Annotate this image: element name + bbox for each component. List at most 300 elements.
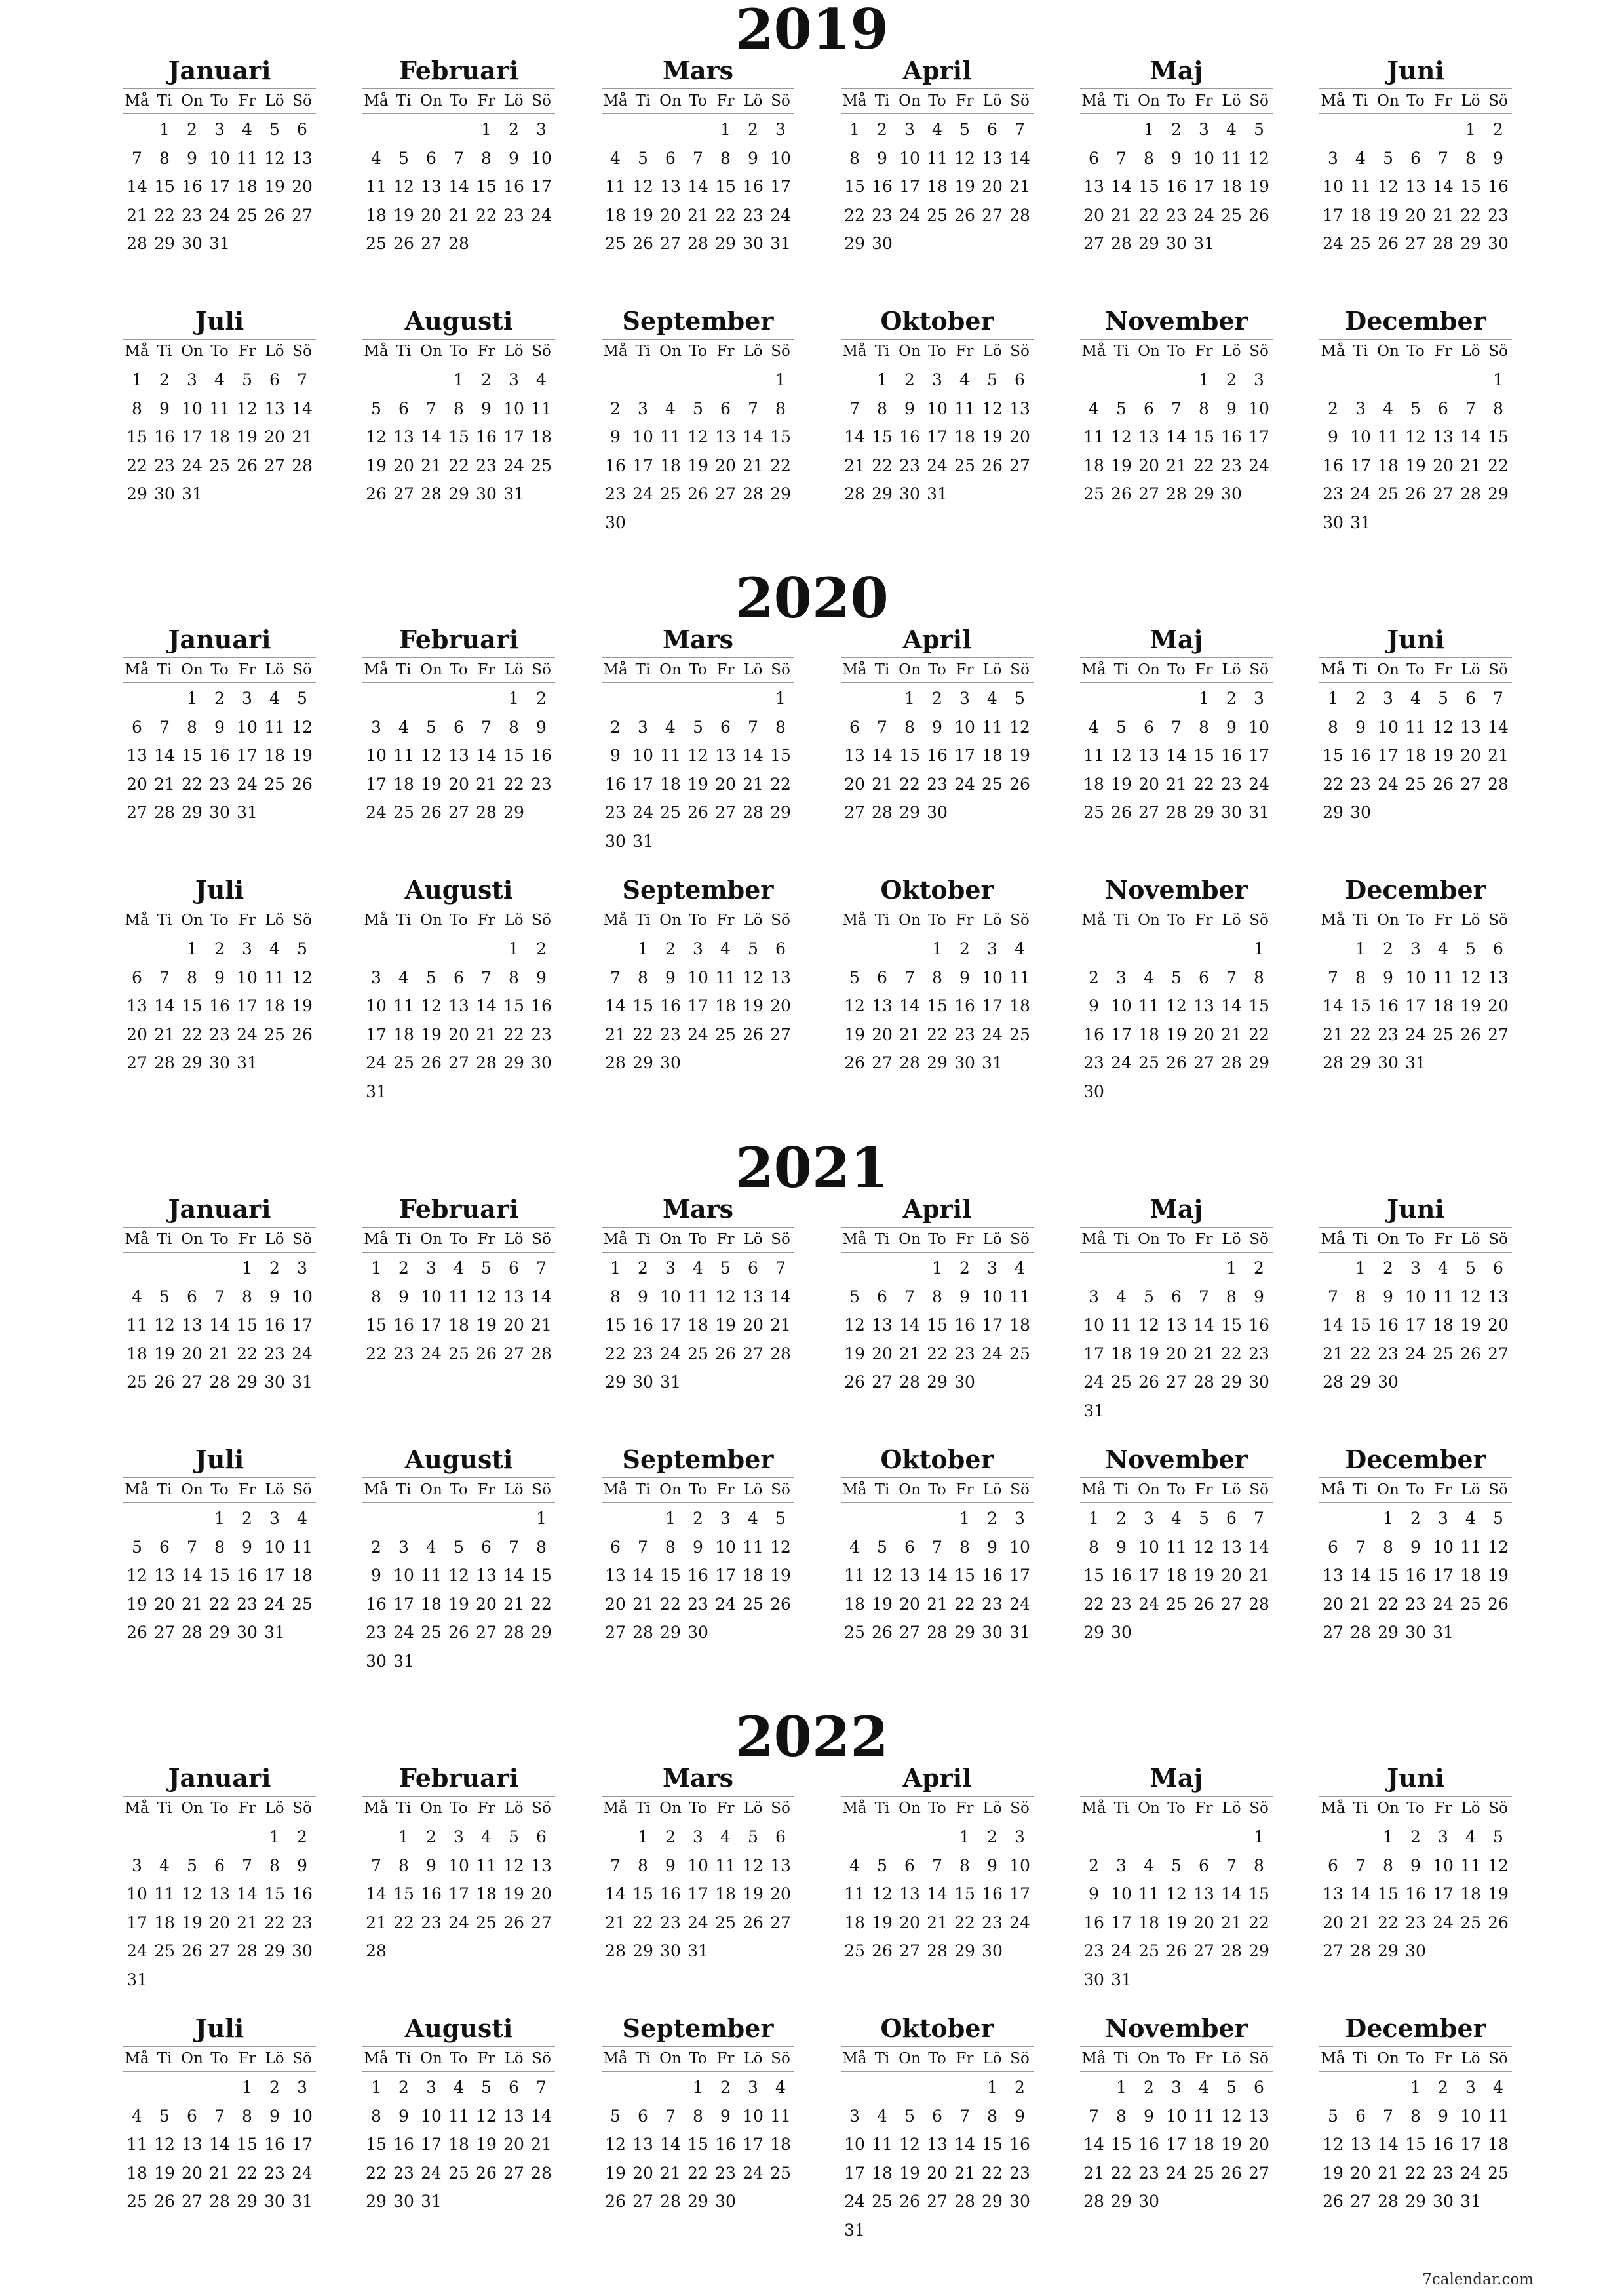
empty-cell [1319,1823,1347,1852]
day-cell: 25 [1138,1053,1159,1072]
day-cell: 17 [182,427,203,446]
weekday-label: On [659,92,682,109]
empty-cell [1135,366,1163,395]
day-cell: 12 [1111,746,1132,765]
day-cell: 2 [398,2078,409,2097]
day-cell: 21 [1488,746,1509,765]
day-cell: 14 [1248,1537,1269,1557]
weekday-label: Lö [504,1231,524,1248]
day-cell: 6 [509,2078,519,2097]
day-cell: 12 [1405,427,1426,446]
day-cell: 13 [154,1566,175,1585]
weekday-label: Må [1081,912,1106,929]
weekday-header [1319,1227,1512,1253]
day-cell: 10 [715,1537,736,1557]
day-cell: 18 [448,1315,469,1334]
day-cell: 7 [904,1287,915,1306]
day-cell: 29 [182,803,203,822]
day-grid [362,935,555,1106]
day-cell: 19 [632,205,653,225]
weekday-label: Lö [1461,1481,1480,1498]
day-cell: 16 [264,1315,285,1334]
day-cell: 23 [954,1344,975,1363]
day-cell: 24 [1323,234,1344,253]
day-cell: 20 [660,205,681,225]
empty-cell [841,935,868,963]
day-cell: 1 [959,1827,970,1846]
empty-cell [178,1504,206,1533]
day-cell: 19 [954,177,975,196]
weekday-label: Fr [716,1800,735,1817]
day-cell: 24 [531,205,552,225]
day-cell: 23 [1405,1913,1426,1932]
weekday-label: Må [1321,1231,1345,1248]
day-cell: 31 [660,1372,681,1391]
day-cell: 28 [1488,774,1509,794]
day-cell: 14 [1460,427,1481,446]
weekday-label: On [420,2050,442,2067]
day-cell: 9 [1355,717,1366,737]
day-cell: 12 [743,1856,764,1875]
day-cell: 15 [770,746,791,765]
day-cell: 3 [371,967,381,987]
weekday-header [362,2046,555,2072]
day-cell: 1 [509,939,519,958]
day-cell: 1 [1355,939,1366,958]
weekday-header [362,339,555,364]
day-cell: 10 [1248,717,1269,737]
day-cell: 19 [1111,456,1132,475]
day-cell: 12 [1248,148,1269,168]
day-cell: 2 [1254,1258,1264,1277]
weekday-header [123,88,316,114]
day-cell: 9 [1089,1884,1099,1903]
day-cell: 1 [1199,370,1209,389]
weekday-label: Må [842,2050,867,2067]
weekday-header [1080,1796,1273,1821]
day-cell: 15 [476,177,497,196]
day-cell: 13 [126,746,147,765]
day-cell: 30 [632,1372,653,1391]
day-cell: 19 [182,1913,203,1932]
day-cell: 9 [509,148,519,168]
day-cell: 23 [1405,1594,1426,1614]
month-name: April [902,625,972,654]
day-cell: 20 [1166,1344,1187,1363]
day-cell: 20 [209,1913,230,1932]
day-cell: 24 [126,1941,147,1960]
day-cell: 29 [237,2192,258,2211]
day-cell: 14 [743,427,764,446]
weekday-label: Må [1321,1800,1345,1817]
day-cell: 13 [448,996,469,1015]
month-block [602,1194,794,1422]
day-cell: 7 [536,1258,547,1277]
empty-cell [629,2073,657,2102]
day-cell: 14 [954,2135,975,2154]
day-cell: 24 [503,456,524,475]
day-cell: 24 [927,456,948,475]
day-cell: 17 [421,1315,442,1334]
day-cell: 14 [531,2106,552,2126]
day-cell: 18 [715,1884,736,1903]
weekday-label: Sö [532,343,551,360]
weekday-label: Lö [1222,92,1241,109]
day-cell: 26 [844,1372,865,1391]
empty-cell [841,1504,868,1533]
weekday-label: Fr [1195,2050,1213,2067]
day-cell: 13 [982,148,1003,168]
day-cell: 19 [605,2163,626,2183]
day-cell: 27 [531,1913,552,1932]
day-cell: 2 [720,2078,731,2097]
day-cell: 27 [1138,803,1159,822]
day-cell: 12 [899,2135,920,2154]
day-cell: 16 [393,1315,414,1334]
weekday-label: Ti [1353,1481,1368,1498]
day-cell: 9 [1438,2106,1448,2126]
weekday-label: On [1138,92,1160,109]
day-cell: 3 [693,939,703,958]
day-cell: 18 [366,205,387,225]
day-cell: 24 [1433,1594,1454,1614]
day-cell: 14 [605,996,626,1015]
day-cell: 6 [720,717,731,737]
weekday-label: Fr [477,1481,495,1498]
day-cell: 6 [1328,1537,1338,1557]
day-cell: 26 [632,234,653,253]
day-cell: 21 [1433,205,1454,225]
day-cell: 29 [1111,2192,1132,2211]
day-cell: 21 [605,1913,626,1932]
day-cell: 1 [610,1258,621,1277]
day-grid [841,1504,1034,1647]
day-cell: 4 [1116,1287,1127,1306]
day-cell: 19 [743,996,764,1015]
day-cell: 16 [660,996,681,1015]
day-cell: 8 [242,1287,252,1306]
day-cell: 15 [954,1566,975,1585]
day-cell: 21 [687,205,708,225]
day-cell: 12 [872,1884,893,1903]
day-cell: 11 [264,717,285,737]
day-cell: 9 [481,399,492,418]
day-cell: 14 [1350,1884,1371,1903]
weekday-label: Lö [1222,1231,1241,1248]
day-cell: 4 [398,967,409,987]
empty-cell [1374,366,1402,395]
day-cell: 16 [1111,1566,1132,1585]
day-cell: 29 [1193,484,1214,503]
weekday-label: Ti [1353,1231,1368,1248]
day-cell: 5 [1465,939,1476,958]
month-name: Januari [168,1194,271,1224]
day-cell: 9 [959,1287,970,1306]
day-cell: 24 [982,1344,1003,1363]
day-cell: 17 [1433,1566,1454,1585]
weekday-label: Fr [1195,1800,1213,1817]
day-cell: 22 [982,2163,1003,2183]
day-cell: 25 [1166,1594,1187,1614]
weekday-label: Lö [982,661,1002,678]
day-cell: 29 [660,1623,681,1642]
day-cell: 9 [1410,1537,1421,1557]
day-cell: 15 [927,996,948,1015]
weekday-label: On [659,1231,682,1248]
day-cell: 29 [954,1941,975,1960]
day-cell: 6 [1493,1258,1503,1277]
day-cell: 6 [1199,1856,1209,1875]
day-cell: 4 [1465,1827,1476,1846]
day-cell: 26 [421,1053,442,1072]
day-cell: 29 [531,1623,552,1642]
weekday-label: On [899,912,921,929]
day-cell: 22 [1323,774,1344,794]
day-cell: 18 [660,456,681,475]
weekday-label: Fr [238,1231,256,1248]
day-cell: 3 [849,2106,860,2126]
day-cell: 15 [605,1315,626,1334]
day-cell: 23 [1083,1053,1104,1072]
day-cell: 14 [844,427,865,446]
empty-cell [896,935,923,963]
day-cell: 17 [366,1024,387,1044]
day-cell: 11 [1350,177,1371,196]
day-cell: 16 [421,1884,442,1903]
day-cell: 28 [154,1053,175,1072]
month-block [602,1445,794,1673]
day-cell: 30 [1083,1081,1104,1101]
weekday-label: Fr [956,1231,974,1248]
empty-cell [923,1823,951,1852]
day-cell: 12 [770,1537,791,1557]
month-name: Augusti [404,2014,513,2043]
day-cell: 28 [605,1941,626,1960]
day-cell: 3 [1015,1827,1025,1846]
day-grid [1080,2073,1273,2216]
day-cell: 22 [1248,1024,1269,1044]
year-title: 2022 [735,1704,889,1769]
day-cell: 25 [448,1344,469,1363]
empty-cell [1347,366,1374,395]
day-cell: 5 [877,1856,887,1875]
weekday-label: To [689,2050,707,2067]
month-block [1319,875,1512,1103]
day-cell: 5 [481,1258,492,1277]
day-cell: 17 [844,2163,865,2183]
day-cell: 2 [536,939,547,958]
day-cell: 14 [1193,1315,1214,1334]
day-grid [362,1504,555,1675]
day-cell: 16 [209,996,230,1015]
day-cell: 8 [1383,1537,1393,1557]
day-cell: 26 [1488,1913,1509,1932]
day-cell: 21 [182,1594,203,1614]
day-cell: 25 [264,774,285,794]
day-cell: 16 [476,427,497,446]
weekday-label: On [181,343,203,360]
day-grid [362,2073,555,2216]
day-cell: 9 [159,399,170,418]
day-cell: 10 [1166,2106,1187,2126]
day-cell: 14 [1378,2135,1399,2154]
day-cell: 29 [844,234,865,253]
day-cell: 26 [1166,1053,1187,1072]
weekday-label: Ti [157,92,172,109]
day-cell: 2 [481,370,492,389]
day-cell: 15 [927,1315,948,1334]
day-cell: 22 [531,1594,552,1614]
day-cell: 10 [1405,967,1426,987]
weekday-label: Lö [265,661,284,678]
month-name: November [1105,306,1248,336]
weekday-label: Må [125,343,149,360]
empty-cell [1080,1254,1108,1283]
day-cell: 4 [1015,1258,1025,1277]
day-cell: 21 [927,1913,948,1932]
weekday-label: On [899,2050,921,2067]
day-cell: 31 [292,2192,313,2211]
weekday-header [1319,339,1512,364]
day-cell: 7 [481,967,492,987]
day-cell: 2 [1438,2078,1448,2097]
day-cell: 22 [393,1913,414,1932]
day-cell: 6 [610,1537,621,1557]
day-grid [1080,115,1273,258]
weekday-header [1319,657,1512,683]
weekday-label: Fr [1195,343,1213,360]
weekday-label: Ti [635,92,651,109]
day-cell: 21 [1460,456,1481,475]
day-cell: 12 [421,746,442,765]
day-cell: 10 [632,746,653,765]
day-cell: 4 [159,1856,170,1875]
empty-cell [1163,366,1190,395]
weekday-label: Må [1081,2050,1106,2067]
day-cell: 27 [844,803,865,822]
empty-cell [151,2073,178,2102]
empty-cell [1135,684,1163,713]
weekday-label: Må [125,1481,149,1498]
day-cell: 17 [1405,996,1426,1015]
day-cell: 6 [987,120,997,139]
day-cell: 16 [872,177,893,196]
month-name: Februari [398,1763,519,1793]
day-cell: 27 [126,803,147,822]
day-cell: 22 [1083,1594,1104,1614]
day-cell: 25 [1138,1941,1159,1960]
day-cell: 9 [269,2106,280,2126]
day-cell: 27 [1193,1941,1214,1960]
day-cell: 21 [209,2163,230,2183]
empty-cell [868,2073,896,2102]
day-cell: 27 [770,1913,791,1932]
weekday-label: Fr [716,2050,735,2067]
day-cell: 11 [660,427,681,446]
weekday-label: Ti [635,1231,651,1248]
day-cell: 28 [954,2192,975,2211]
day-cell: 11 [715,967,736,987]
day-cell: 6 [1226,1509,1237,1528]
day-cell: 26 [1166,1941,1187,1960]
weekday-label: Må [1081,661,1106,678]
empty-cell [657,115,684,144]
day-cell: 20 [1488,1315,1509,1334]
empty-cell [602,115,629,144]
month-block [362,306,555,534]
day-cell: 7 [1493,689,1503,708]
day-cell: 29 [770,803,791,822]
weekday-label: To [210,1800,229,1817]
month-block [123,875,316,1103]
day-cell: 9 [665,1856,676,1875]
day-cell: 25 [844,1623,865,1642]
day-cell: 18 [927,177,948,196]
weekday-label: Lö [504,1481,524,1498]
day-cell: 10 [743,2106,764,2126]
day-cell: 12 [715,1287,736,1306]
day-cell: 29 [366,2192,387,2211]
day-cell: 7 [242,1856,252,1875]
month-block [1080,1445,1273,1673]
day-cell: 11 [660,746,681,765]
day-cell: 16 [1248,1315,1269,1334]
weekday-label: Ti [1353,343,1368,360]
day-cell: 28 [632,1623,653,1642]
day-cell: 10 [899,148,920,168]
day-cell: 10 [1083,1315,1104,1334]
day-cell: 18 [1405,746,1426,765]
day-cell: 14 [1323,1315,1344,1334]
day-cell: 28 [770,1344,791,1363]
day-cell: 30 [393,2192,414,2211]
day-cell: 4 [877,2106,887,2126]
day-cell: 9 [1383,967,1393,987]
day-cell: 11 [605,177,626,196]
weekday-label: On [899,1800,921,1817]
day-cell: 2 [904,370,915,389]
weekday-label: Må [1081,1481,1106,1498]
weekday-label: Ti [1113,1231,1129,1248]
day-cell: 10 [1009,1856,1030,1875]
weekday-label: Lö [1461,343,1480,360]
day-cell: 10 [660,1287,681,1306]
day-cell: 31 [366,1081,387,1101]
day-cell: 29 [182,1053,203,1072]
day-cell: 12 [954,148,975,168]
weekday-label: Ti [1113,912,1129,929]
day-cell: 11 [1488,2106,1509,2126]
weekday-label: To [689,1481,707,1498]
day-cell: 8 [509,717,519,737]
month-name: Januari [168,625,271,654]
weekday-label: Ti [874,92,890,109]
empty-cell [390,115,417,144]
day-cell: 5 [481,2078,492,2097]
empty-cell [629,366,657,395]
day-cell: 28 [1460,484,1481,503]
day-cell: 6 [904,1537,915,1557]
empty-cell [390,1504,417,1533]
day-cell: 20 [476,1594,497,1614]
day-cell: 22 [1111,2163,1132,2183]
day-cell: 17 [448,1884,469,1903]
month-name: April [902,1763,972,1793]
day-cell: 24 [1009,1913,1030,1932]
day-cell: 24 [1083,1372,1104,1391]
day-cell: 26 [448,1623,469,1642]
weekday-label: Fr [238,1800,256,1817]
